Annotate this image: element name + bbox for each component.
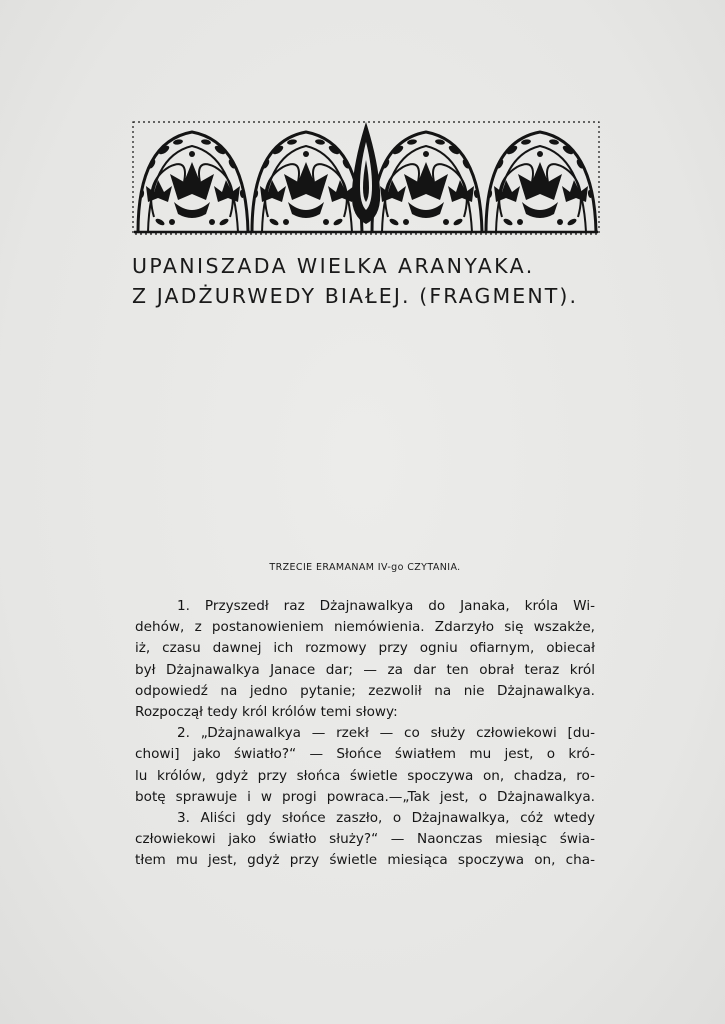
document-title-line-1: UPANISZADA WIELKA ARANYAKA. [132,254,535,278]
text-line: Rozpoczął tedy król królów temi słowy: [135,704,398,721]
text-line: był Dżajnawalkya Janace dar; — za dar ten obrał teraz król [135,661,595,678]
text-line: odpowiedź na jedno pytanie; zezwolił na nie Dżajnawalkya. [135,682,595,699]
document-title-line-2: Z JADŻURWEDY BIAŁEJ. (FRAGMENT). [132,284,579,308]
text-line: chowi] jako światło?“ — Słońce światłem mu jest, o kró- [135,746,595,763]
text-line: 3. Aliści gdy słońce zaszło, o Dżajnawalkya, cóż wtedy [177,810,595,827]
text-line: 2. „Dżajnawalkya — rzekł — co służy człowiekowi [du- [177,725,595,742]
text-line: lu królów, gdyż przy słońca świetle spoczywa on, chadza, ro- [135,767,595,784]
section-heading: TRZECIE ERAMANAM IV-go CZYTANIA. [269,562,461,573]
text-line: iż, czasu dawnej ich rozmowy przy ogniu ofiarnym, obiecał [135,640,595,657]
text-line: tłem mu jest, gdyż przy świetle miesiąca spoczywa on, cha- [135,852,595,869]
floral-headpiece-icon [132,120,600,238]
text-line: dehów, z postanowieniem niemówienia. Zdarzyło się wszakże, [135,619,595,636]
body-text [135,596,595,872]
text-line: 1. Przyszedł raz Dżajnawalkya do Janaka, króla Wi- [177,598,595,614]
text-line: botę sprawuje i w progi powraca.—„Tak jest, o Dżajnawalkya. [135,788,595,805]
text-line: człowiekowi jako światło służy?“ — Naonczas miesiąc świa- [135,831,595,848]
